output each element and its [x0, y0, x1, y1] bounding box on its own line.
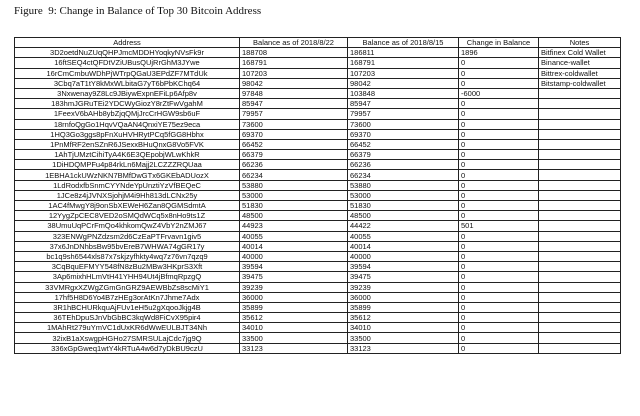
change-cell: 0	[459, 180, 539, 190]
balance-0815-cell: 186811	[348, 48, 459, 58]
change-cell: 1896	[459, 48, 539, 58]
balance-0822-cell: 73600	[240, 119, 348, 129]
notes-cell	[539, 292, 621, 302]
balance-0815-cell: 44422	[348, 221, 459, 231]
notes-cell	[539, 139, 621, 149]
change-cell: 501	[459, 221, 539, 231]
balance-0822-cell: 188708	[240, 48, 348, 58]
change-cell: 0	[459, 119, 539, 129]
balance-0822-cell: 66379	[240, 150, 348, 160]
notes-cell	[539, 302, 621, 312]
notes-cell: Bittrex-coldwallet	[539, 68, 621, 78]
table-row	[15, 88, 621, 98]
change-cell: 0	[459, 201, 539, 211]
balance-0815-cell: 39239	[348, 282, 459, 292]
address-cell: 3D2oetdNuZUqQHPJmcMDDHYoqkyNVsFk9r	[15, 48, 240, 58]
balance-0815-cell: 66236	[348, 160, 459, 170]
address-cell: bc1q9sh6544xls87x7skjzyfhkty4wq7z76vn7qzq9	[15, 251, 240, 261]
balance-0822-cell: 51830	[240, 201, 348, 211]
balance-0815-cell: 40055	[348, 231, 459, 241]
balance-table	[14, 37, 621, 354]
address-cell: 1DiHDQMPFu4p84rkLn6Majj2LCZZZRQUaa	[15, 160, 240, 170]
balance-0822-cell: 66452	[240, 139, 348, 149]
address-cell: 323ENWgPNZdzsm2d6CzEaPTFrvavn1giv5	[15, 231, 240, 241]
figure-title: Change in Balance of Top 30 Bitcoin Address	[59, 5, 262, 17]
balance-0822-cell: 40055	[240, 231, 348, 241]
address-cell: 32ixB1aXswgpHGHo27SMRSULajCdc7jg9Q	[15, 333, 240, 343]
table-row	[15, 272, 621, 282]
notes-cell: Binance-wallet	[539, 58, 621, 68]
address-cell: 17hf5H8D6Yo4B7zHEg3orAtKn7Jhme7Adx	[15, 292, 240, 302]
change-cell: 0	[459, 190, 539, 200]
address-cell: 33VMRgxXZWgZGmGnGRZ9AEWBbZs8scMiY1	[15, 282, 240, 292]
address-cell: 1AC4fMwgY8j9onSbXEWeH6Zan8QGMSdmtA	[15, 201, 240, 211]
change-cell: 0	[459, 109, 539, 119]
table-row	[15, 78, 621, 88]
notes-cell	[539, 231, 621, 241]
change-cell: 0	[459, 160, 539, 170]
address-cell: 38UmuUqPCrFmQo4khkomQwZ4VbY2nZMJ67	[15, 221, 240, 231]
table-row	[15, 170, 621, 180]
balance-0822-cell: 69370	[240, 129, 348, 139]
balance-0822-cell: 98042	[240, 78, 348, 88]
change-cell: 0	[459, 139, 539, 149]
notes-cell	[539, 190, 621, 200]
change-cell: 0	[459, 272, 539, 282]
balance-0822-cell: 79957	[240, 109, 348, 119]
balance-0815-cell: 40014	[348, 241, 459, 251]
change-cell: 0	[459, 323, 539, 333]
change-cell: 0	[459, 68, 539, 78]
notes-cell	[539, 251, 621, 261]
change-cell: 0	[459, 302, 539, 312]
change-cell: 0	[459, 292, 539, 302]
notes-cell	[539, 129, 621, 139]
table-row	[15, 139, 621, 149]
table-row	[15, 190, 621, 200]
balance-0815-cell: 33123	[348, 343, 459, 353]
figure-caption	[14, 5, 261, 17]
notes-cell	[539, 241, 621, 251]
notes-cell	[539, 99, 621, 109]
address-cell: 37x6JnDNhbsBw95bvEreB7WHWA74gGR17y	[15, 241, 240, 251]
change-cell: 0	[459, 241, 539, 251]
table-row	[15, 129, 621, 139]
table-row	[15, 68, 621, 78]
balance-0822-cell: 48500	[240, 211, 348, 221]
balance-0822-cell: 168791	[240, 58, 348, 68]
notes-cell	[539, 170, 621, 180]
address-cell: 18rnfoQgGo1HqvVQaAN4QnxiYE75ez9eca	[15, 119, 240, 129]
address-cell: 1MAhRt279uYmVC1dUxKR6dWwEULBJT34Nh	[15, 323, 240, 333]
notes-cell	[539, 262, 621, 272]
balance-0815-cell: 51830	[348, 201, 459, 211]
balance-0815-cell: 39594	[348, 262, 459, 272]
address-cell: 3Nxwenay9Z8Lc9JBiywExpnEFiLp6Afp8v	[15, 88, 240, 98]
table-row	[15, 150, 621, 160]
table-row	[15, 99, 621, 109]
balance-0815-cell: 53000	[348, 190, 459, 200]
address-cell: 3Ap6mixhHLmVtH41YHH94Ut4jBfmqRpzgQ	[15, 272, 240, 282]
notes-cell	[539, 150, 621, 160]
balance-0815-cell: 79957	[348, 109, 459, 119]
table-row	[15, 333, 621, 343]
header-change: Change in Balance	[459, 38, 539, 48]
header-notes: Notes	[539, 38, 621, 48]
change-cell: 0	[459, 58, 539, 68]
balance-0815-cell: 73600	[348, 119, 459, 129]
address-cell: 3CqBquEFMYY548fN8zBu2MBw3HKprS3Xft	[15, 262, 240, 272]
table-row	[15, 48, 621, 58]
balance-0822-cell: 35612	[240, 313, 348, 323]
table-row	[15, 241, 621, 251]
table-row	[15, 343, 621, 353]
address-cell: 16rCmCmbuWDhPjWTrpQGaU3EPdZF7MTdUk	[15, 68, 240, 78]
table-row	[15, 251, 621, 261]
notes-cell	[539, 211, 621, 221]
notes-cell	[539, 272, 621, 282]
address-cell: 336xGpGweq1wtY4kRTuA4w6d7yDkBU9czU	[15, 343, 240, 353]
address-cell: 1JCe8z4jJVNXSjohjM4i9Hh813dLCNx25y	[15, 190, 240, 200]
change-cell: 0	[459, 333, 539, 343]
balance-0815-cell: 69370	[348, 129, 459, 139]
balance-0822-cell: 40000	[240, 251, 348, 261]
balance-0822-cell: 53000	[240, 190, 348, 200]
balance-0815-cell: 66379	[348, 150, 459, 160]
table-row	[15, 313, 621, 323]
balance-0815-cell: 48500	[348, 211, 459, 221]
table-row	[15, 109, 621, 119]
balance-0815-cell: 40000	[348, 251, 459, 261]
table-row	[15, 262, 621, 272]
balance-0822-cell: 66234	[240, 170, 348, 180]
balance-0815-cell: 36000	[348, 292, 459, 302]
table-row	[15, 323, 621, 333]
balance-0822-cell: 53880	[240, 180, 348, 190]
change-cell: 0	[459, 211, 539, 221]
notes-cell	[539, 88, 621, 98]
notes-cell	[539, 201, 621, 211]
table-row	[15, 302, 621, 312]
balance-0815-cell: 66452	[348, 139, 459, 149]
balance-0815-cell: 53880	[348, 180, 459, 190]
header-address: Address	[15, 38, 240, 48]
address-cell: 16ftSEQ4ctQFDtVZiUBusQUjRrGhM3JYwe	[15, 58, 240, 68]
notes-cell: Bitstamp-coldwallet	[539, 78, 621, 88]
balance-0822-cell: 85947	[240, 99, 348, 109]
balance-0822-cell: 66236	[240, 160, 348, 170]
table-row	[15, 201, 621, 211]
table-row	[15, 292, 621, 302]
balance-0822-cell: 44923	[240, 221, 348, 231]
table-header-row	[15, 38, 621, 48]
notes-cell	[539, 323, 621, 333]
balance-0815-cell: 103848	[348, 88, 459, 98]
table-row	[15, 119, 621, 129]
balance-0815-cell: 66234	[348, 170, 459, 180]
balance-0815-cell: 35899	[348, 302, 459, 312]
address-cell: 1HQ3Go3ggs8pFnXuHVHRytPCq5fGG8Hbhx	[15, 129, 240, 139]
balance-0822-cell: 36000	[240, 292, 348, 302]
table-row	[15, 211, 621, 221]
change-cell: -6000	[459, 88, 539, 98]
notes-cell	[539, 343, 621, 353]
balance-0815-cell: 107203	[348, 68, 459, 78]
figure-label: Figure	[14, 5, 43, 17]
address-cell: 36TEhDpuSJnVbGbBC3kqWd8FiCvX95pir4	[15, 313, 240, 323]
address-cell: 183hmJGRuTEi2YDCWyGiozY8rZtFwVgahM	[15, 99, 240, 109]
balance-0815-cell: 85947	[348, 99, 459, 109]
balance-0822-cell: 40014	[240, 241, 348, 251]
change-cell: 0	[459, 78, 539, 88]
header-balance-0822: Balance as of 2018/8/22	[240, 38, 348, 48]
notes-cell	[539, 333, 621, 343]
address-cell: 1EBHA1ckUWzNKN7BMfDwGTx6GKEbADUozX	[15, 170, 240, 180]
balance-0822-cell: 39475	[240, 272, 348, 282]
balance-0822-cell: 39239	[240, 282, 348, 292]
change-cell: 0	[459, 343, 539, 353]
change-cell: 0	[459, 313, 539, 323]
table-row	[15, 58, 621, 68]
change-cell: 0	[459, 231, 539, 241]
balance-0815-cell: 39475	[348, 272, 459, 282]
balance-0822-cell: 39594	[240, 262, 348, 272]
balance-0822-cell: 35899	[240, 302, 348, 312]
table-body	[15, 48, 621, 354]
table-row	[15, 231, 621, 241]
notes-cell	[539, 313, 621, 323]
change-cell: 0	[459, 251, 539, 261]
notes-cell	[539, 160, 621, 170]
address-cell: 3Cbq7aT1tY8kMxWLbitaG7yT6bPbKChq64	[15, 78, 240, 88]
figure-number: 9:	[48, 5, 57, 17]
balance-0815-cell: 35612	[348, 313, 459, 323]
change-cell: 0	[459, 99, 539, 109]
notes-cell	[539, 221, 621, 231]
change-cell: 0	[459, 150, 539, 160]
change-cell: 0	[459, 262, 539, 272]
address-cell: 1FeexV6bAHb8ybZjqQMjJrcCrHGW9sb6uF	[15, 109, 240, 119]
address-cell: 3R1hBCHURkquAjFUv1eH5u2gXqooJkjg4B	[15, 302, 240, 312]
notes-cell	[539, 282, 621, 292]
notes-cell	[539, 119, 621, 129]
balance-0822-cell: 97848	[240, 88, 348, 98]
table-row	[15, 180, 621, 190]
balance-0822-cell: 33500	[240, 333, 348, 343]
balance-0822-cell: 107203	[240, 68, 348, 78]
balance-0815-cell: 33500	[348, 333, 459, 343]
table-row	[15, 282, 621, 292]
notes-cell: Bitfinex Cold Wallet	[539, 48, 621, 58]
address-cell: 12YygZpCEC8VED2oSMQdWCq5x8nHo9ts1Z	[15, 211, 240, 221]
change-cell: 0	[459, 282, 539, 292]
balance-0815-cell: 168791	[348, 58, 459, 68]
balance-0815-cell: 34010	[348, 323, 459, 333]
notes-cell	[539, 109, 621, 119]
address-cell: 1PnMfRF2enSZnR6JSexxBHuQnxG8Vo5FVK	[15, 139, 240, 149]
change-cell: 0	[459, 170, 539, 180]
balance-0815-cell: 98042	[348, 78, 459, 88]
address-cell: 1AhTjUMztCihiTyA4K6E3QEpobjWLwKhkR	[15, 150, 240, 160]
change-cell: 0	[459, 129, 539, 139]
header-balance-0815: Balance as of 2018/8/15	[348, 38, 459, 48]
notes-cell	[539, 180, 621, 190]
balance-0822-cell: 33123	[240, 343, 348, 353]
address-cell: 1LdRodxfbSnmCYYNdeYpUnztiYzVfBEQeC	[15, 180, 240, 190]
table-row	[15, 160, 621, 170]
table-row	[15, 221, 621, 231]
balance-0822-cell: 34010	[240, 323, 348, 333]
